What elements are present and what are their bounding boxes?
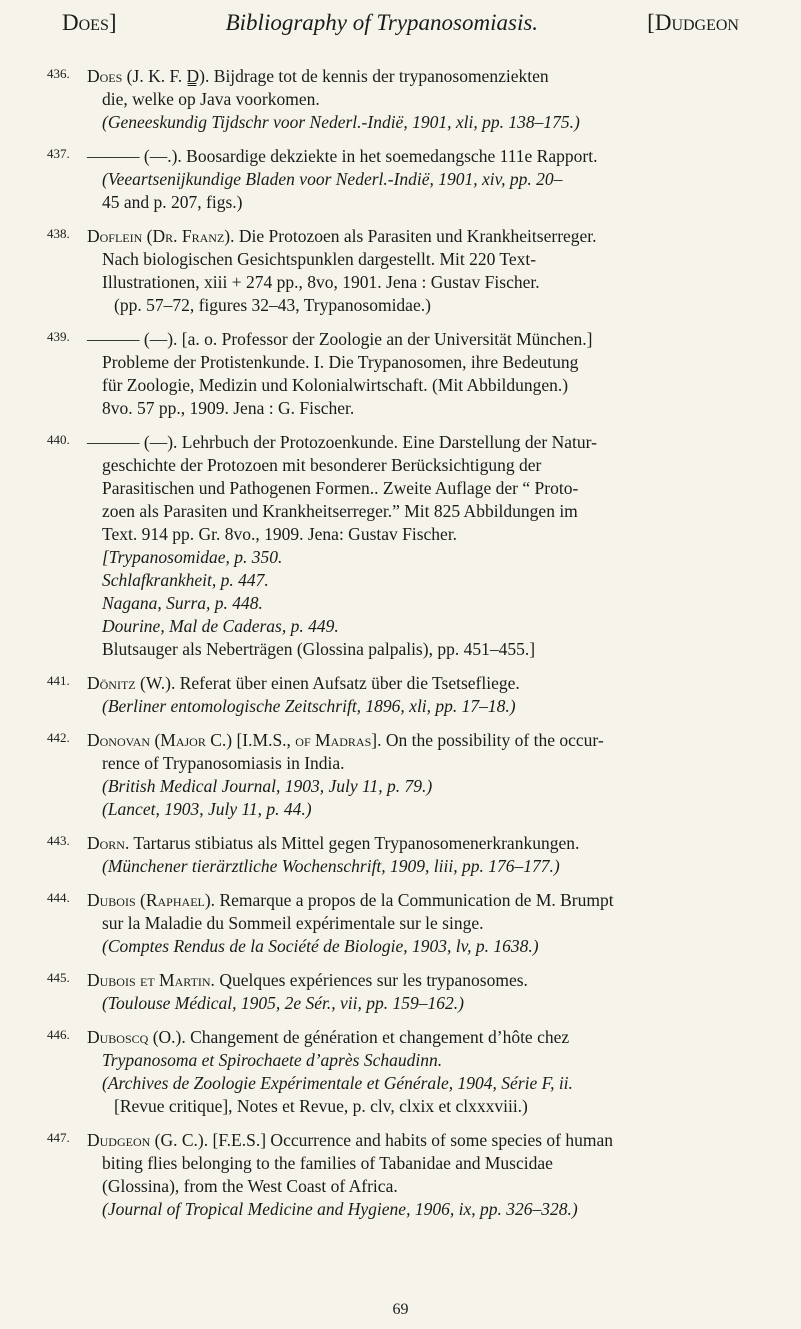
header-left: Does] — [62, 10, 117, 35]
entry-line: sur la Maladie du Sommeil expérimentale sur le singe. — [102, 913, 484, 933]
entry-line: die, welke op Java voorkomen. — [102, 89, 320, 109]
header-right: [Dudgeon — [647, 10, 739, 35]
entry-title: Bijdrage tot de kennis der trypanosomenziekten — [209, 66, 549, 86]
entry-line: 45 and p. 207, figs.) — [102, 192, 243, 212]
entry-line — [0, 729, 801, 752]
entry-line: Text. 914 pp. Gr. 8vo., 1909. Jena: Gustav Fischer. — [102, 524, 458, 544]
entry — [0, 729, 801, 821]
entry-number: 445. — [47, 970, 70, 985]
entry-source: (Journal of Tropical Medicine and Hygiene, 1906, ix, pp. 326–328.) — [102, 1199, 578, 1219]
entry-line: Dourine, Mal de Caderas, p. 449. — [102, 616, 339, 636]
entry — [0, 145, 801, 214]
entry-number: 444. — [47, 890, 70, 905]
entry-author: Dönitz (W.). — [87, 673, 176, 693]
entry-author: Dorn. — [87, 833, 130, 853]
entry-line: Trypanosoma et Spirochaete d’après Schaudinn. — [102, 1050, 443, 1070]
page-number: 69 — [392, 1301, 409, 1318]
entry — [0, 969, 801, 1015]
entry-line — [0, 65, 801, 88]
entry — [0, 1026, 801, 1118]
entry-line: (Glossina), from the West Coast of Africa. — [102, 1176, 398, 1196]
entry — [0, 328, 801, 420]
entry-title: Changement de génération et changement d’hôte chez — [185, 1027, 570, 1047]
entry-line: Schlafkrankheit, p. 447. — [102, 570, 269, 590]
entry-title: Quelques expériences sur les trypanosomes. — [214, 970, 528, 990]
entry-line — [0, 1026, 801, 1049]
entry-line: geschichte der Protozoen mit besonderer Berücksichtigung der — [102, 455, 542, 475]
entry-line: rence of Trypanosomiasis in India. — [102, 753, 345, 773]
entry-title: Tartarus stibiatus als Mittel gegen Trypanosomenerkrankungen. — [129, 833, 580, 853]
entry-line: Illustrationen, xiii + 274 pp., 8vo, 1901. Jena : Gustav Fischer. — [102, 272, 540, 292]
entry-title: Remarque a propos de la Communication de M. Brumpt — [215, 890, 614, 910]
entry-title: On the possibility of the occur- — [381, 730, 604, 750]
entry-author: Doflein (Dr. Franz). — [87, 226, 235, 246]
header-title: Bibliography of Trypanosomiasis. — [225, 10, 539, 35]
entry-number: 436. — [47, 66, 70, 81]
entry-number: 447. — [47, 1130, 70, 1145]
entry-number: 439. — [47, 329, 70, 344]
bibliography-entries — [0, 65, 801, 1232]
entry-author: Dudgeon (G. C.). — [87, 1130, 209, 1150]
entry-line — [0, 832, 801, 855]
entry-number: 443. — [47, 833, 70, 848]
entry-source: (Archives de Zoologie Expérimentale et Générale, 1904, Série F, ii. — [102, 1073, 573, 1093]
entry-number: 442. — [47, 730, 70, 745]
entry-line — [0, 225, 801, 248]
entry-title: [F.E.S.] Occurrence and habits of some species of human — [208, 1130, 614, 1150]
entry-line: Blutsauger als Neberträgen (Glossina palpalis), pp. 451–455.] — [102, 639, 536, 659]
entry-source: (British Medical Journal, 1903, July 11, p. 79.) — [102, 776, 433, 796]
entry-line — [0, 969, 801, 992]
entry-source: (Comptes Rendus de la Société de Biologie, 1903, lv, p. 1638.) — [102, 936, 539, 956]
entry-line: (pp. 57–72, figures 32–43, Trypanosomidae.) — [114, 295, 431, 315]
entry-number: 437. — [47, 146, 70, 161]
entry-author: Dubois (Raphael). — [87, 890, 216, 910]
entry-line: 8vo. 57 pp., 1909. Jena : G. Fischer. — [102, 398, 355, 418]
entry-author: Dubois et Martin. — [87, 970, 215, 990]
entry-title: Referat über einen Aufsatz über die Tsetsefliege. — [175, 673, 520, 693]
entry-author: Does (J. K. F. D̳). — [87, 66, 210, 86]
entry-source: (Berliner entomologische Zeitschrift, 1896, xli, pp. 17–18.) — [102, 696, 516, 716]
entry-number: 446. — [47, 1027, 70, 1042]
entry — [0, 65, 801, 134]
entry-line: [Trypanosomidae, p. 350. — [102, 547, 283, 567]
entry — [0, 832, 801, 878]
entry-line: für Zoologie, Medizin und Kolonialwirtschaft. (Mit Abbildungen.) — [102, 375, 569, 395]
entry-line: Nagana, Surra, p. 448. — [102, 593, 263, 613]
entry-line — [0, 1129, 801, 1152]
entry-line: zoen als Parasiten und Krankheitserreger.” Mit 825 Abbildungen im — [102, 501, 578, 521]
entry-line: Probleme der Protistenkunde. I. Die Trypanosomen, ihre Bedeutung — [102, 352, 579, 372]
entry-line: ——— (—). [a. o. Professor der Zoologie an der Universität München.] — [87, 329, 593, 349]
entry-line: biting flies belonging to the families of Tabanidae and Muscidae — [102, 1153, 553, 1173]
entry-author: Donovan (Major C.) [I.M.S., of Madras]. — [87, 730, 382, 750]
entry-line: Parasitischen und Pathogenen Formen.. Zweite Auflage der “ Proto- — [102, 478, 579, 498]
entry-line: Nach biologischen Gesichtspunklen dargestellt. Mit 220 Text- — [102, 249, 537, 269]
entry-number: 440. — [47, 432, 70, 447]
entry — [0, 1129, 801, 1221]
entry-number: 438. — [47, 226, 70, 241]
entry-source: (Lancet, 1903, July 11, p. 44.) — [102, 799, 312, 819]
entry-number: 441. — [47, 673, 70, 688]
entry — [0, 889, 801, 958]
entry — [0, 225, 801, 317]
entry-line — [0, 672, 801, 695]
entry — [0, 431, 801, 661]
entry-source: (Veeartsenijkundige Bladen voor Nederl.-Indië, 1901, xiv, pp. 20– — [102, 169, 563, 189]
entry — [0, 672, 801, 718]
entry-line — [0, 889, 801, 912]
running-header — [62, 10, 739, 36]
entry-line: ——— (—.). Boosardige dekziekte in het soemedangsche 111e Rapport. — [87, 146, 598, 166]
entry-title: Die Protozoen als Parasiten und Krankheitserreger. — [234, 226, 597, 246]
entry-line: [Revue critique], Notes et Revue, p. clv, clxix et clxxxviii.) — [114, 1096, 528, 1116]
entry-source: (Geneeskundig Tijdschr voor Nederl.-Indië, 1901, xli, pp. 138–175.) — [102, 112, 580, 132]
entry-author: Duboscq (O.). — [87, 1027, 186, 1047]
entry-source: (Toulouse Médical, 1905, 2e Sér., vii, pp. 159–162.) — [102, 993, 464, 1013]
entry-line: ——— (—). Lehrbuch der Protozoenkunde. Eine Darstellung der Natur- — [87, 432, 597, 452]
entry-source: (Münchener tierärztliche Wochenschrift, 1909, liii, pp. 176–177.) — [102, 856, 560, 876]
